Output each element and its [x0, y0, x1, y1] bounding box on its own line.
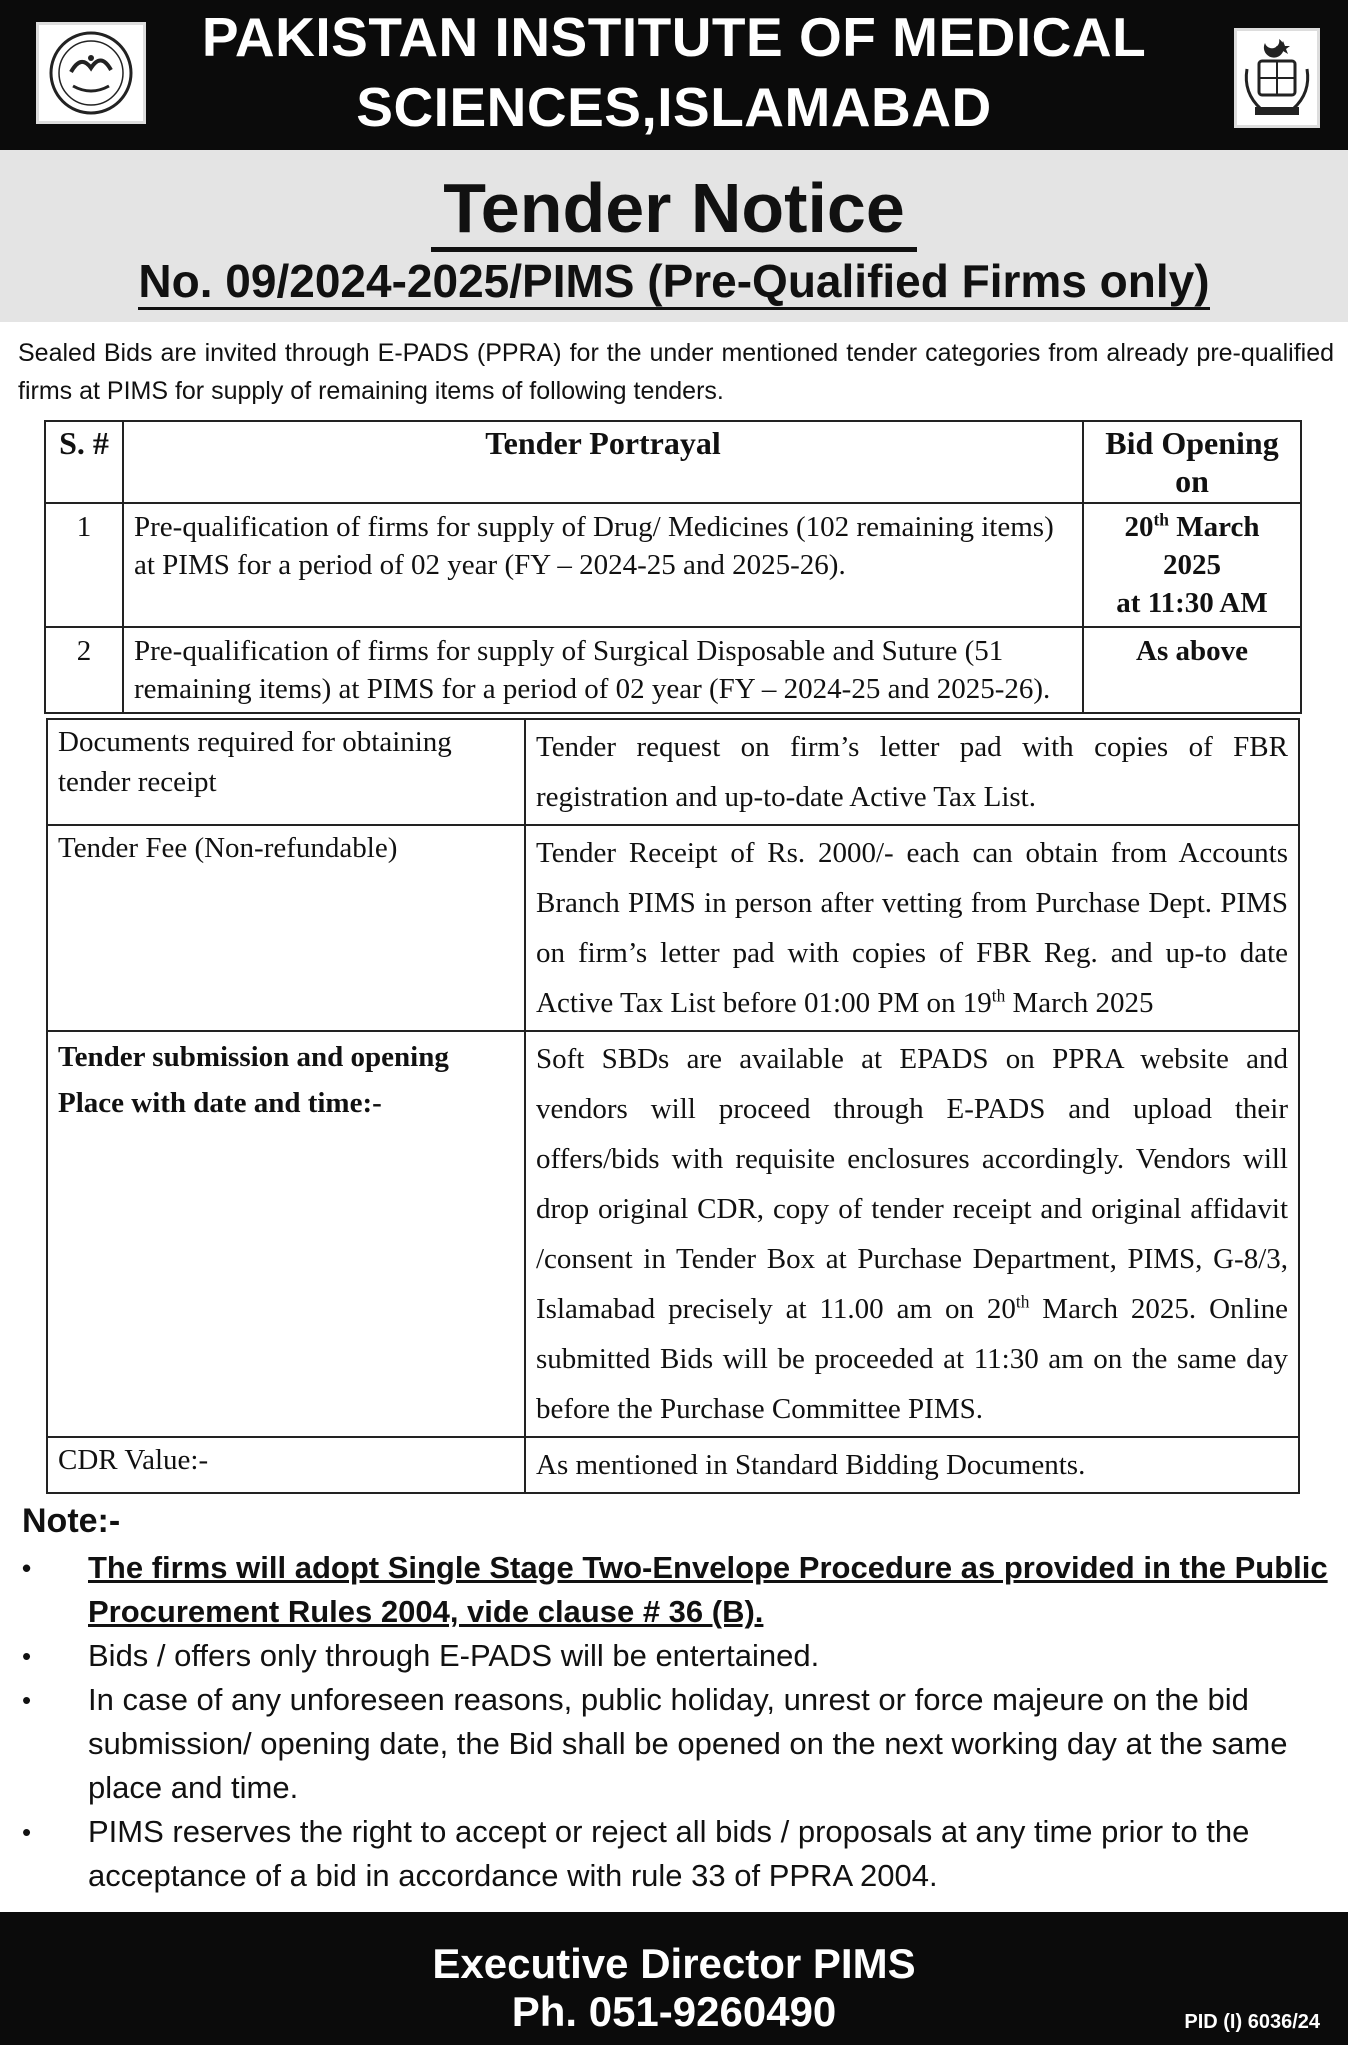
submission-value: [525, 1031, 1299, 1437]
header-banner: [0, 0, 1348, 150]
bid-day: 20: [1124, 511, 1154, 543]
tender-table-header: [45, 421, 1301, 503]
table-row: [45, 627, 1301, 713]
notes-list: [22, 1546, 1328, 1898]
row-portrayal: Pre-qualification of firms for supply of Surgical Disposable and Suture (51 remaining items) at PIMS for a period of 02 year (FY – 2024-25 and 2025-26).: [123, 627, 1083, 713]
bid-day-suffix: th: [1153, 509, 1169, 530]
list-item: • The firms will adopt Single Stage Two-Envelope Procedure as provided in the Public Procurement Rules 2004, vide clause # 36 (B).: [22, 1546, 1328, 1634]
tender-table: [44, 420, 1302, 714]
institute-name-line2: SCIENCES,ISLAMABAD: [356, 76, 992, 138]
footer-signatory: Executive Director PIMS: [432, 1940, 916, 1987]
row-bid-opening: As above: [1083, 627, 1301, 713]
fee-date-suffix: th: [991, 985, 1006, 1006]
tender-notice-heading: [0, 166, 1348, 250]
submission-label: Tender submission and opening Place with date and time:-: [47, 1031, 525, 1437]
documents-value: Tender request on firm’s letter pad with copies of FBR registration and up-to-date Active Tax List.: [525, 719, 1299, 825]
tender-notice-text: Tender Notice: [431, 169, 917, 252]
documents-label: Documents required for obtaining tender receipt: [47, 719, 525, 825]
cdr-value: As mentioned in Standard Bidding Documents.: [525, 1437, 1299, 1493]
row-sno: 1: [45, 503, 123, 627]
fee-value-text: Tender Receipt of Rs. 2000/- each can obtain from Accounts Branch PIMS in person after vetting from Purchase Dept. PIMS on firm’s letter pad with copies of FBR Reg. and up-to date Active Tax List before 01:00 PM on 19: [536, 837, 1288, 1019]
row-bid-opening: [1083, 503, 1301, 627]
submission-date-suffix: th: [1015, 1291, 1030, 1312]
pims-seal-icon: [43, 28, 139, 118]
table-row: [47, 1031, 1299, 1437]
footer-phone: Ph. 051-9260490: [511, 1988, 837, 2035]
list-item: • In case of any unforeseen reasons, public holiday, unrest or force majeure on the bid submission/ opening date, the Bid shall be opened on the next working day at the same place and time.: [22, 1678, 1328, 1810]
pims-logo: [36, 22, 146, 124]
fee-value-month: March 2025: [1005, 987, 1154, 1019]
table-row: [47, 719, 1299, 825]
intro-paragraph: Sealed Bids are invited through E-PADS (PPRA) for the under mentioned tender categories from already pre-qualified firms at PIMS for supply of remaining items of following tenders.: [18, 339, 1334, 405]
institute-name: [170, 2, 1178, 142]
bid-time: at 11:30 AM: [1116, 587, 1268, 619]
tender-number: [0, 252, 1348, 310]
list-item: • Bids / offers only through E-PADS will be entertained.: [22, 1634, 1328, 1678]
header-portrayal: Tender Portrayal: [123, 421, 1083, 503]
institute-name-line1: PAKISTAN INSTITUTE OF MEDICAL: [201, 6, 1147, 68]
footer-banner: [0, 1912, 1348, 2045]
table-row: [47, 825, 1299, 1031]
table-row: [47, 1437, 1299, 1493]
bid-month: March 2025: [1163, 511, 1260, 581]
header-bid-opening: Bid Opening on: [1083, 421, 1301, 503]
tender-number-text: No. 09/2024-2025/PIMS (Pre-Qualified Firms only): [138, 255, 1209, 310]
state-emblem-icon: [1239, 33, 1315, 123]
table-row: [45, 503, 1301, 627]
cdr-label: CDR Value:-: [47, 1437, 525, 1493]
fee-value: [525, 825, 1299, 1031]
list-item: • PIMS reserves the right to accept or reject all bids / proposals at any time prior to the acceptance of a bid in accordance with rule 33 of PPRA 2004.: [22, 1810, 1328, 1898]
details-table: [46, 718, 1300, 1494]
row-portrayal: Pre-qualification of firms for supply of Drug/ Medicines (102 remaining items) at PIMS for a period of 02 year (FY – 2024-25 and 2025-26).: [123, 503, 1083, 627]
row-sno: 2: [45, 627, 123, 713]
publication-code: PID (I) 6036/24: [1184, 2011, 1320, 2033]
note-title: Note:-: [22, 1502, 121, 1540]
header-sno: S. #: [45, 421, 123, 503]
submission-value-rest: March 2025. Online submitted Bids will be proceeded at 11:30 am on the same day before the Purchase Committee PIMS.: [536, 1293, 1288, 1425]
fee-label: Tender Fee (Non-refundable): [47, 825, 525, 1031]
submission-value-text: Soft SBDs are available at EPADS on PPRA website and vendors will proceed through E-PADS and upload their offers/bids with requisite enclosures accordingly. Vendors will drop original CDR, copy of tender receipt and original affidavit /consent in Tender Box at Purchase Department, PIMS, G-8/3, Islamabad precisely at 11.00 am on 20: [536, 1043, 1288, 1325]
government-emblem: [1234, 28, 1320, 128]
